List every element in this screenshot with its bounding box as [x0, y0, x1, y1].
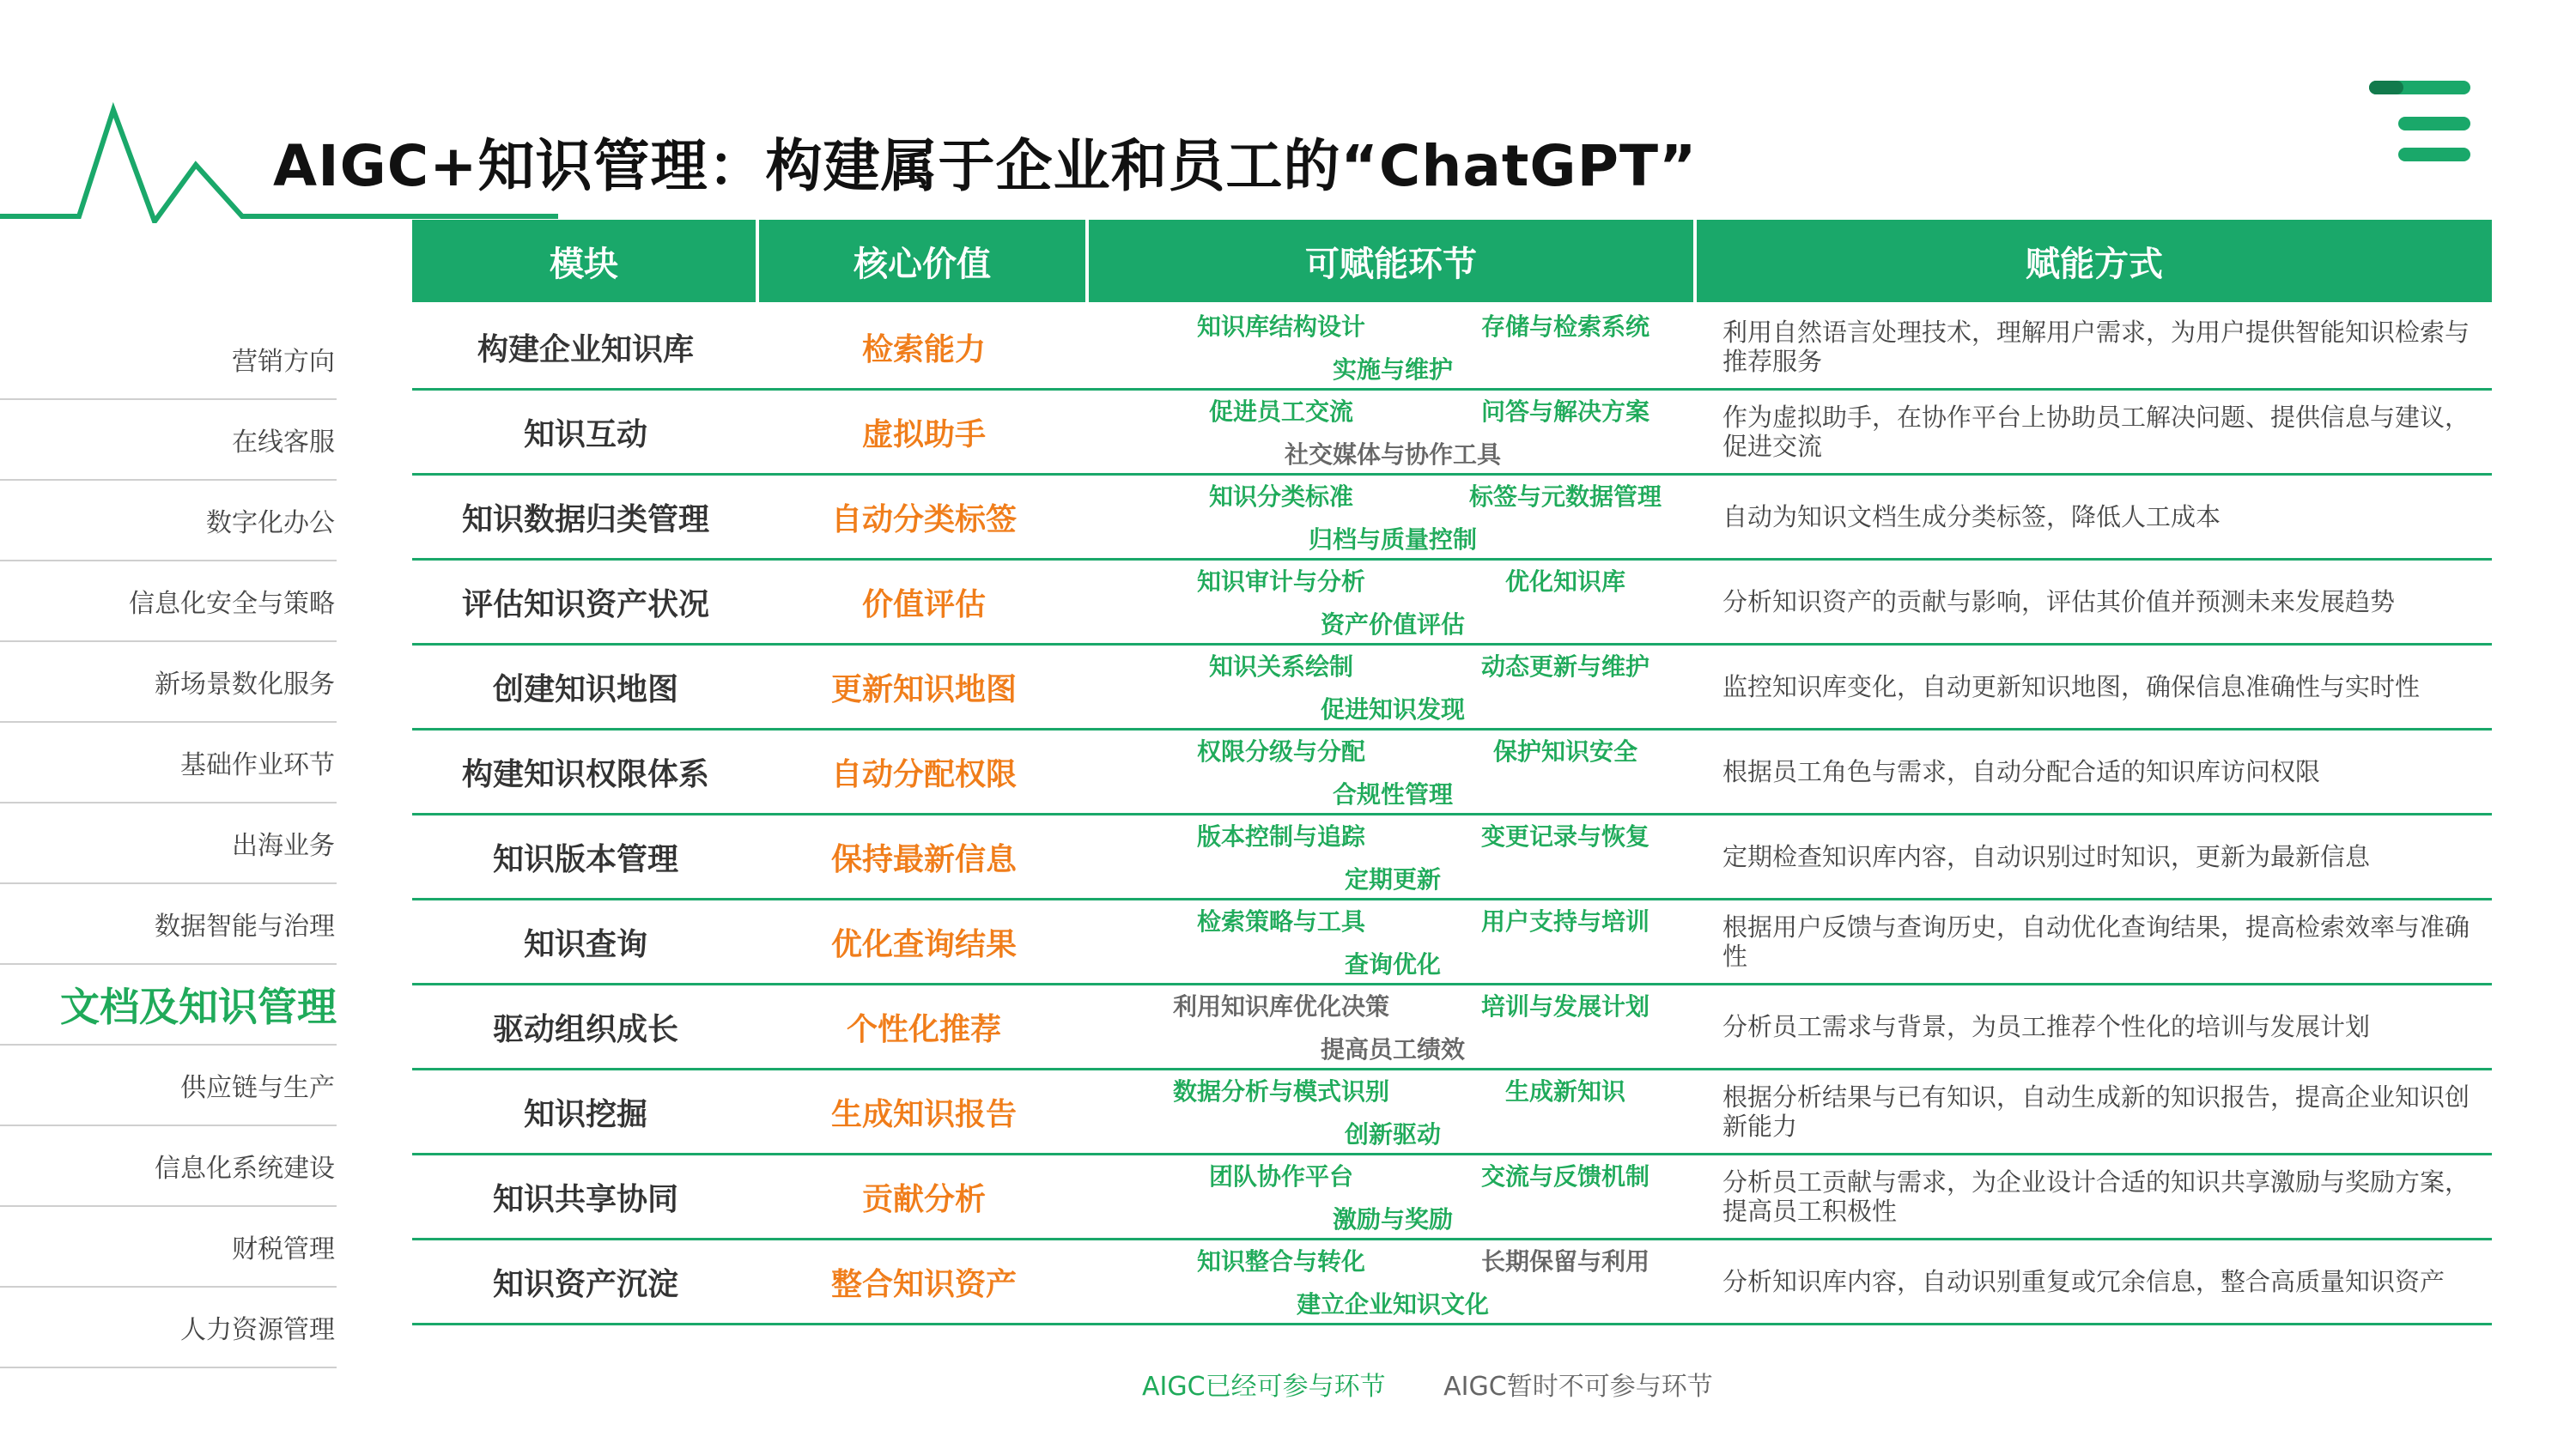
cell-module: 知识互动 [523, 416, 647, 452]
link-tag-enabled: 交流与反馈机制 [1480, 1162, 1649, 1191]
table-row [412, 900, 2492, 985]
table-row [412, 476, 2492, 561]
link-tag-enabled: 权限分级与分配 [1196, 737, 1365, 766]
cell-enable-method: 作为虚拟助手，在协作平台上协助员工解决问题、提供信息与建议，促进交流 [1722, 403, 2470, 461]
sidebar-nav [0, 319, 337, 1368]
legend-aigc-disabled: AIGC暂时不可参与环节 [1443, 1372, 1713, 1402]
link-tag-enabled: 团队协作平台 [1208, 1162, 1353, 1191]
sidebar-item[interactable] [0, 481, 337, 561]
table-row [412, 1155, 2492, 1240]
link-tag-enabled: 数据分析与模式识别 [1172, 1077, 1389, 1106]
cell-core-value: 更新知识地图 [830, 671, 1017, 707]
sidebar-item[interactable] [0, 1207, 337, 1288]
link-tag-enabled: 检索策略与工具 [1196, 907, 1365, 936]
link-tag-enabled: 问答与解决方案 [1480, 397, 1649, 426]
sidebar-item[interactable] [0, 884, 337, 965]
cell-enable-method: 根据分析结果与已有知识，自动生成新的知识报告，提高企业知识创新能力 [1722, 1082, 2470, 1141]
sidebar-item-label: 信息化安全与策略 [129, 589, 335, 619]
link-tag-enabled: 生成新知识 [1504, 1077, 1625, 1106]
cell-core-value: 生成知识报告 [830, 1096, 1017, 1132]
link-tag-enabled: 标签与元数据管理 [1468, 482, 1662, 511]
sidebar-item-label: 人力资源管理 [180, 1315, 335, 1345]
legend-aigc-enabled: AIGC已经可参与环节 [1142, 1372, 1386, 1402]
header-enable-method: 赋能方式 [1697, 220, 2492, 302]
table-row [412, 391, 2492, 476]
cell-core-value: 虚拟助手 [861, 416, 986, 452]
table-row [412, 731, 2492, 815]
cell-core-value: 自动分配权限 [830, 756, 1017, 792]
sidebar-item[interactable] [0, 400, 337, 481]
table-row [412, 561, 2492, 646]
cell-core-value: 保持最新信息 [830, 841, 1017, 877]
table-body [412, 306, 2492, 1325]
cell-module: 构建企业知识库 [477, 331, 694, 367]
cell-enable-method: 根据用户反馈与查询历史，自动优化查询结果，提高检索效率与准确性 [1722, 912, 2470, 971]
sidebar-item-label: 新场景数化服务 [155, 670, 335, 700]
table-row [412, 1070, 2492, 1155]
link-tag-enabled: 知识库结构设计 [1196, 312, 1365, 341]
sidebar-item[interactable] [0, 561, 337, 642]
brand-logo-icon [2366, 79, 2477, 169]
cell-enable-links [1089, 815, 1697, 898]
cell-enable-links [1089, 1070, 1697, 1153]
cell-enable-method: 监控知识库变化，自动更新知识地图，确保信息准确性与实时性 [1722, 672, 2421, 701]
sidebar-item[interactable] [0, 319, 337, 400]
cell-enable-links [1089, 1240, 1697, 1323]
cell-enable-links [1089, 561, 1697, 643]
cell-module: 创建知识地图 [492, 671, 678, 707]
link-tag-enabled: 资产价值评估 [1320, 610, 1465, 639]
cell-enable-links [1089, 731, 1697, 813]
cell-module: 知识挖掘 [523, 1096, 647, 1132]
link-tag-disabled: 社交媒体与协作工具 [1284, 440, 1501, 469]
table-row [412, 815, 2492, 900]
knowledge-table [412, 220, 2492, 1325]
link-tag-enabled: 促进员工交流 [1208, 397, 1353, 426]
link-tag-enabled: 知识审计与分析 [1196, 567, 1365, 596]
link-tag-enabled: 优化知识库 [1504, 567, 1625, 596]
link-tag-enabled: 知识关系绘制 [1208, 652, 1353, 681]
cell-enable-method: 利用自然语言处理技术，理解用户需求，为用户提供智能知识检索与推荐服务 [1722, 318, 2470, 376]
link-tag-enabled: 归档与质量控制 [1308, 525, 1477, 554]
sidebar-item-label: 信息化系统建设 [155, 1154, 335, 1184]
cell-core-value: 个性化推荐 [846, 1011, 1001, 1047]
header-module: 模块 [412, 220, 759, 302]
link-tag-enabled: 查询优化 [1344, 950, 1441, 979]
sidebar-item-label: 文档及知识管理 [60, 984, 337, 1030]
table-header [412, 220, 2492, 302]
cell-core-value: 整合知识资产 [830, 1266, 1017, 1302]
cell-module: 驱动组织成长 [492, 1011, 678, 1047]
cell-module: 知识版本管理 [492, 841, 678, 877]
cell-core-value: 优化查询结果 [830, 926, 1017, 962]
link-tag-enabled: 定期更新 [1344, 865, 1441, 894]
cell-enable-links [1089, 306, 1697, 388]
link-tag-enabled: 培训与发展计划 [1480, 992, 1649, 1021]
link-tag-enabled: 版本控制与追踪 [1196, 822, 1365, 851]
link-tag-enabled: 创新驱动 [1344, 1120, 1441, 1149]
sidebar-item[interactable] [0, 1288, 337, 1368]
sidebar-item-label: 数据智能与治理 [155, 912, 335, 942]
cell-enable-links [1089, 1155, 1697, 1238]
sidebar-item-label: 出海业务 [232, 831, 335, 861]
cell-module: 知识资产沉淀 [492, 1266, 678, 1302]
cell-enable-links [1089, 646, 1697, 728]
sidebar-item[interactable] [0, 1126, 337, 1207]
sidebar-item-label: 供应链与生产 [180, 1073, 335, 1103]
header-enable-links: 可赋能环节 [1089, 220, 1697, 302]
sidebar-item[interactable] [0, 1046, 337, 1126]
legend [1142, 1365, 1713, 1403]
link-tag-disabled: 利用知识库优化决策 [1172, 992, 1389, 1021]
link-tag-enabled: 保护知识安全 [1492, 737, 1637, 766]
sidebar-item-label: 基础作业环节 [180, 750, 335, 780]
page-title: AIGC+知识管理：构建属于企业和员工的“ChatGPT” [273, 133, 1698, 199]
link-tag-enabled: 实施与维护 [1332, 355, 1453, 384]
sidebar-item-label: 数字化办公 [206, 508, 335, 538]
link-tag-disabled: 长期保留与利用 [1480, 1247, 1649, 1276]
sidebar-item-label: 在线客服 [232, 427, 335, 458]
link-tag-enabled: 知识整合与转化 [1196, 1247, 1365, 1276]
link-tag-enabled: 存储与检索系统 [1480, 312, 1649, 341]
sidebar-item[interactable] [0, 803, 337, 884]
cell-enable-links [1089, 391, 1697, 473]
sidebar-item[interactable] [0, 965, 337, 1046]
link-tag-enabled: 合规性管理 [1332, 780, 1453, 809]
cell-enable-method: 分析知识库内容，自动识别重复或冗余信息，整合高质量知识资产 [1722, 1267, 2445, 1296]
cell-module: 评估知识资产状况 [461, 586, 709, 622]
table-row [412, 646, 2492, 731]
cell-core-value: 价值评估 [861, 586, 986, 622]
table-row [412, 306, 2492, 391]
header-core-value: 核心价值 [759, 220, 1089, 302]
link-tag-enabled: 知识分类标准 [1208, 482, 1353, 511]
link-tag-disabled: 提高员工绩效 [1320, 1035, 1465, 1064]
link-tag-enabled: 动态更新与维护 [1480, 652, 1649, 681]
cell-module: 知识查询 [523, 926, 647, 962]
link-tag-enabled: 促进知识发现 [1320, 695, 1465, 724]
cell-module: 知识共享协同 [492, 1181, 678, 1217]
cell-core-value: 贡献分析 [861, 1181, 986, 1217]
cell-enable-method: 自动为知识文档生成分类标签，降低人工成本 [1722, 502, 2221, 531]
table-row [412, 985, 2492, 1070]
cell-core-value: 检索能力 [861, 331, 986, 367]
cell-enable-method: 定期检查知识库内容，自动识别过时知识，更新为最新信息 [1722, 842, 2371, 871]
cell-enable-method: 分析员工贡献与需求，为企业设计合适的知识共享激励与奖励方案，提高员工积极性 [1722, 1167, 2470, 1226]
table-row [412, 1240, 2492, 1325]
sidebar-item[interactable] [0, 723, 337, 803]
cell-enable-links [1089, 476, 1697, 558]
sidebar-item[interactable] [0, 642, 337, 723]
link-tag-enabled: 变更记录与恢复 [1480, 822, 1649, 851]
cell-enable-method: 分析员工需求与背景，为员工推荐个性化的培训与发展计划 [1722, 1012, 2371, 1041]
cell-module: 构建知识权限体系 [461, 756, 709, 792]
cell-core-value: 自动分类标签 [830, 501, 1017, 537]
link-tag-enabled: 建立企业知识文化 [1296, 1290, 1489, 1319]
cell-enable-links [1089, 985, 1697, 1068]
cell-enable-links [1089, 900, 1697, 983]
cell-module: 知识数据归类管理 [461, 501, 709, 537]
link-tag-enabled: 用户支持与培训 [1480, 907, 1649, 936]
sidebar-item-label: 财税管理 [232, 1234, 335, 1264]
cell-enable-method: 根据员工角色与需求，自动分配合适的知识库访问权限 [1722, 757, 2321, 786]
cell-enable-method: 分析知识资产的贡献与影响，评估其价值并预测未来发展趋势 [1722, 587, 2396, 616]
link-tag-enabled: 激励与奖励 [1332, 1205, 1453, 1234]
sidebar-item-label: 营销方向 [232, 347, 335, 377]
